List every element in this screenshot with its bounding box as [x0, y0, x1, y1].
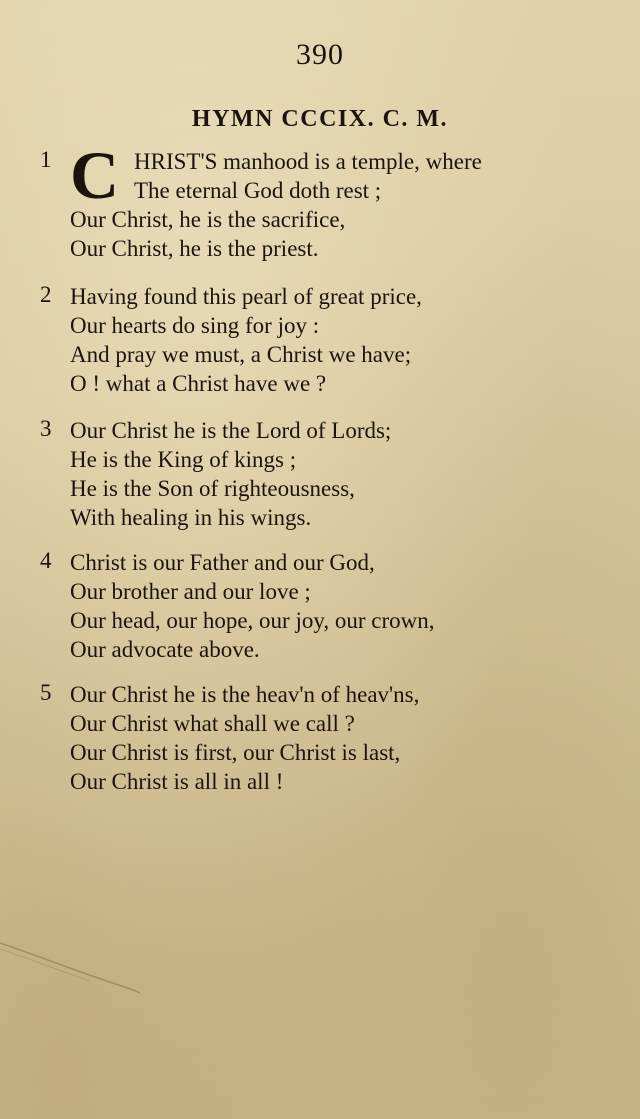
stanza-1	[40, 137, 620, 263]
verse-line: HRIST'S manhood is a temple, where	[134, 149, 482, 174]
verse-line: O ! what a Christ have we ?	[70, 371, 327, 396]
verse-line: Our Christ he is the heav'n of heav'ns,	[70, 682, 420, 707]
stanza-number: 4	[40, 548, 52, 573]
verse-line: Christ is our Father and our God,	[70, 550, 375, 575]
page-number: 390	[296, 38, 344, 71]
stanza-number: 1	[40, 147, 52, 172]
verse-line: And pray we must, a Christ we have;	[70, 342, 412, 367]
stanza-number: 2	[40, 282, 52, 307]
paper-crease	[0, 935, 150, 995]
stanza-number: 5	[40, 680, 52, 705]
hymn-title: HYMN CCCIX. C. M.	[191, 106, 449, 132]
verse-line: Our advocate above.	[70, 637, 260, 662]
verse-line: Our Christ, he is the priest.	[70, 236, 319, 261]
verse-line: He is the King of kings ;	[70, 447, 297, 472]
stanza-5	[40, 680, 620, 796]
verse-line: Our Christ, he is the sacrifice,	[70, 207, 346, 232]
verse-line: With healing in his wings.	[70, 505, 312, 530]
stanza-4	[40, 548, 620, 664]
verse-line: Our hearts do sing for joy :	[70, 313, 320, 338]
verse-line: He is the Son of righteousness,	[70, 476, 355, 501]
stanza-2	[40, 282, 620, 398]
verse-line: Our Christ he is the Lord of Lords;	[70, 418, 392, 443]
verse-line: Our Christ is first, our Christ is last,	[70, 740, 401, 765]
verse-line: Our head, our hope, our joy, our crown,	[70, 608, 435, 633]
drop-cap: C	[70, 137, 120, 213]
verse-line: Our Christ is all in all !	[70, 769, 284, 794]
stanza-number: 3	[40, 416, 52, 441]
verse-line: Our brother and our love ;	[70, 579, 311, 604]
verse-line: The eternal God doth rest ;	[134, 178, 382, 203]
verse-line: Our Christ what shall we call ?	[70, 711, 355, 736]
verse-line: Having found this pearl of great price,	[70, 284, 422, 309]
stanza-3	[40, 416, 620, 532]
